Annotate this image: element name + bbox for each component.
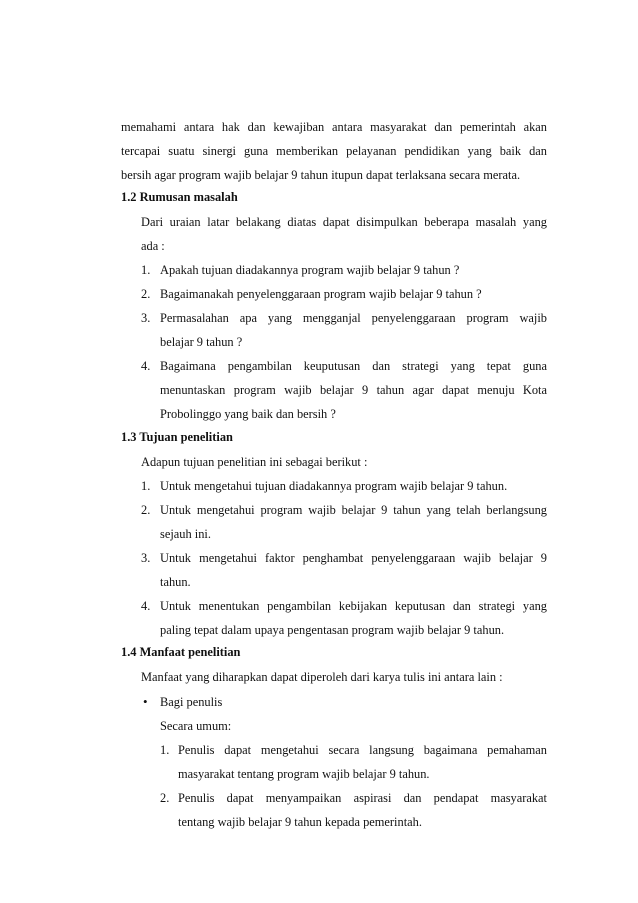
intro-line-2: tercapai suatu sinergi guna memberikan pelayanan pendidikan yang baik dan: [121, 144, 547, 158]
list-item: Untuk menentukan pengambilan kebijakan keputusan dan strategi yang: [160, 599, 547, 613]
list-number: 3.: [141, 311, 151, 325]
list-item: Apakah tujuan diadakannya program wajib belajar 9 tahun ?: [160, 263, 460, 277]
list-item: Bagaimanakah penyelenggaraan program wajib belajar 9 tahun ?: [160, 287, 482, 301]
heading-rumusan-masalah: 1.2 Rumusan masalah: [121, 190, 238, 204]
list-item: Penulis dapat menyampaikan aspirasi dan pendapat masyarakat: [178, 791, 547, 805]
sub-heading: Secara umum:: [160, 719, 232, 733]
list-item: Untuk mengetahui program wajib belajar 9 tahun yang telah berlangsung: [160, 503, 547, 517]
list-item-continuation: sejauh ini.: [160, 527, 211, 541]
list-item-continuation: menuntaskan program wajib belajar 9 tahun agar dapat menuju Kota: [160, 383, 547, 397]
heading-manfaat-penelitian: 1.4 Manfaat penelitian: [121, 645, 241, 659]
list-number: 4.: [141, 359, 151, 373]
list-item-continuation: masyarakat tentang program wajib belajar 9 tahun.: [178, 767, 430, 781]
list-item: Untuk mengetahui faktor penghambat penyelenggaraan wajib belajar 9: [160, 551, 547, 565]
intro-line-3: bersih agar program wajib belajar 9 tahun itupun dapat terlaksana secara merata.: [121, 168, 521, 182]
rumusan-para-line-1: Dari uraian latar belakang diatas dapat disimpulkan beberapa masalah yang: [141, 215, 547, 229]
list-item-continuation: tahun.: [160, 575, 191, 589]
list-number: 2.: [160, 791, 170, 805]
list-item-continuation: belajar 9 tahun ?: [160, 335, 243, 349]
list-number: 2.: [141, 503, 151, 517]
heading-tujuan-penelitian: 1.3 Tujuan penelitian: [121, 430, 233, 444]
rumusan-para-line-2: ada :: [141, 239, 165, 253]
list-item: Penulis dapat mengetahui secara langsung bagaimana pemahaman: [178, 743, 547, 757]
bullet-label: Bagi penulis: [160, 695, 223, 709]
list-number: 1.: [141, 479, 151, 493]
list-number: 1.: [141, 263, 151, 277]
list-number: 1.: [160, 743, 170, 757]
list-item: Untuk mengetahui tujuan diadakannya program wajib belajar 9 tahun.: [160, 479, 508, 493]
manfaat-para: Manfaat yang diharapkan dapat diperoleh dari karya tulis ini antara lain :: [141, 670, 503, 684]
list-item: Bagaimana pengambilan keuputusan dan strategi yang tepat guna: [160, 359, 547, 373]
list-item-continuation: Probolinggo yang baik dan bersih ?: [160, 407, 336, 421]
list-item-continuation: tentang wajib belajar 9 tahun kepada pemerintah.: [178, 815, 422, 829]
list-item-continuation: paling tepat dalam upaya pengentasan program wajib belajar 9 tahun.: [160, 623, 505, 637]
tujuan-para: Adapun tujuan penelitian ini sebagai berikut :: [141, 455, 368, 469]
intro-line-1: memahami antara hak dan kewajiban antara masyarakat dan pemerintah akan: [121, 120, 547, 134]
list-item: Permasalahan apa yang mengganjal penyelenggaraan program wajib: [160, 311, 547, 325]
list-number: 3.: [141, 551, 151, 565]
list-number: 4.: [141, 599, 151, 613]
list-number: 2.: [141, 287, 151, 301]
bullet-icon: •: [143, 694, 148, 709]
